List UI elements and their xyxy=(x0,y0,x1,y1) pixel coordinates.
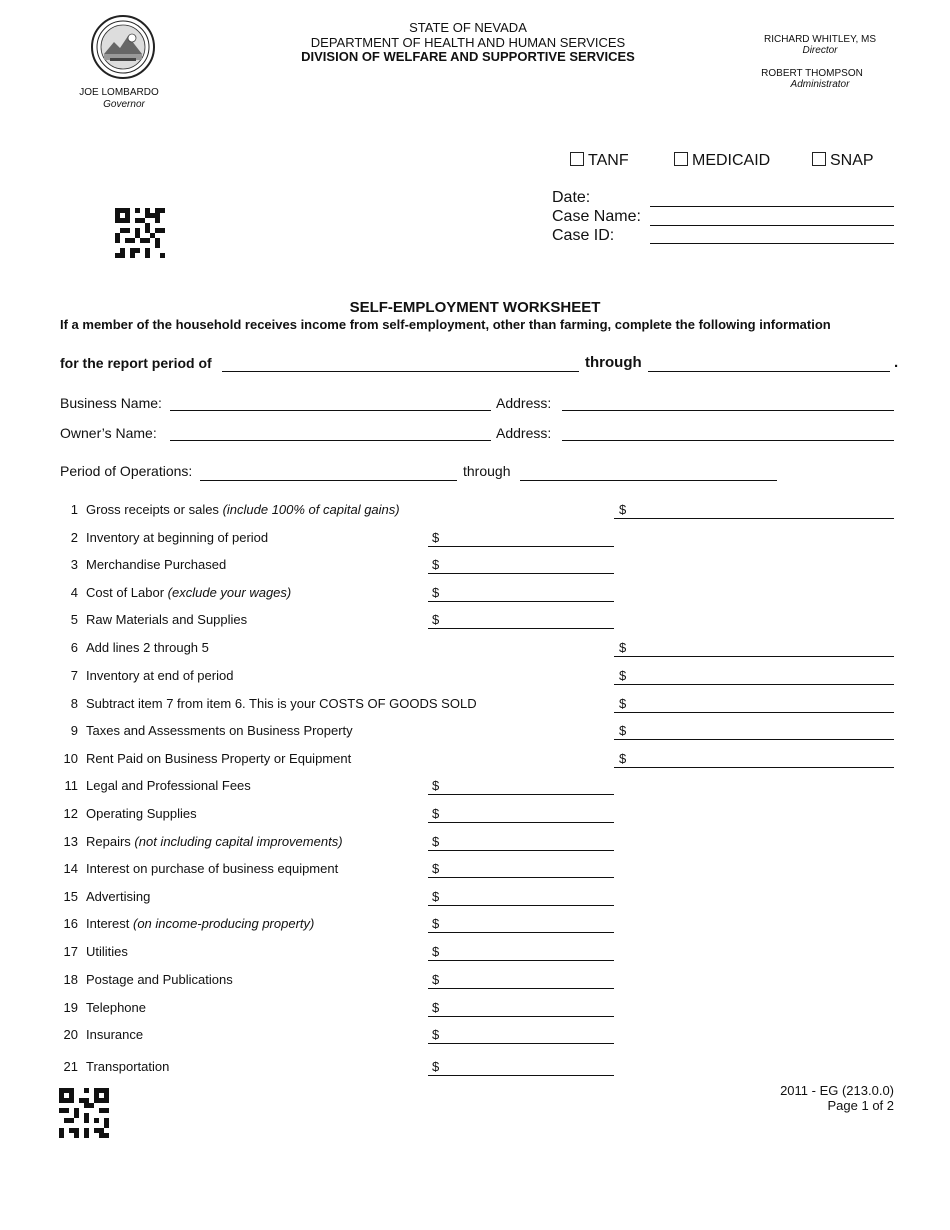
dollar-sign: $ xyxy=(432,585,440,600)
checkbox-icon xyxy=(570,152,584,166)
director-title: Director xyxy=(802,45,838,56)
line-text: Transportation xyxy=(86,1059,170,1074)
line-number: 9 xyxy=(70,723,78,738)
report-period-end-input[interactable] xyxy=(648,371,890,372)
date-input[interactable] xyxy=(650,206,894,207)
line-text: Advertising xyxy=(86,889,151,904)
dollar-sign: $ xyxy=(432,1059,440,1074)
line-number: 3 xyxy=(70,557,78,572)
line-number: 1 xyxy=(70,502,78,517)
amount-input[interactable] xyxy=(428,822,614,823)
line-number: 12 xyxy=(63,806,78,821)
amount-input[interactable] xyxy=(428,1075,614,1076)
amount-input[interactable] xyxy=(428,960,614,961)
line-text: Inventory at beginning of period xyxy=(86,530,269,545)
owner-name-input[interactable] xyxy=(170,440,491,441)
line-item-row xyxy=(60,834,343,854)
dollar-sign: $ xyxy=(432,834,440,849)
qr-code-icon xyxy=(115,208,165,258)
line-item-row xyxy=(60,1000,146,1020)
owner-address-input[interactable] xyxy=(562,440,894,441)
dollar-sign: $ xyxy=(619,723,627,738)
dollar-sign: $ xyxy=(432,1000,440,1015)
period-of-operations-end-input[interactable] xyxy=(520,480,777,481)
business-name-label: Business Name: xyxy=(60,395,162,411)
amount-input[interactable] xyxy=(614,739,894,740)
line-text: Repairs xyxy=(86,834,131,849)
dollar-sign: $ xyxy=(432,889,440,904)
line-text: Raw Materials and Supplies xyxy=(86,612,248,627)
dollar-sign: $ xyxy=(432,1027,440,1042)
amount-input[interactable] xyxy=(614,656,894,657)
amount-input[interactable] xyxy=(428,932,614,933)
line-item-row xyxy=(60,502,400,522)
line-item-row xyxy=(60,530,268,550)
line-item-row xyxy=(60,889,150,909)
line-item-row xyxy=(60,557,226,577)
tanf-checkbox[interactable] xyxy=(570,152,629,170)
amount-input[interactable] xyxy=(614,767,894,768)
case-name-label: Case Name: xyxy=(552,208,641,225)
owner-name-label: Owner’s Name: xyxy=(60,425,157,441)
dollar-sign: $ xyxy=(432,861,440,876)
line-text: Insurance xyxy=(86,1027,144,1042)
line-number: 16 xyxy=(63,916,78,931)
form-number: 2011 - EG (213.0.0) xyxy=(780,1083,894,1098)
line-number: 6 xyxy=(70,640,78,655)
line-number: 10 xyxy=(63,751,78,766)
checkbox-icon xyxy=(812,152,826,166)
line-item-row xyxy=(60,944,128,964)
line-number: 15 xyxy=(63,889,78,904)
line-item-row xyxy=(60,916,314,936)
line-text: Legal and Professional Fees xyxy=(86,778,251,793)
snap-checkbox[interactable] xyxy=(812,152,874,170)
qr-code-top xyxy=(115,208,165,258)
amount-input[interactable] xyxy=(614,712,894,713)
amount-input[interactable] xyxy=(428,628,614,629)
report-period-start-input[interactable] xyxy=(222,371,579,372)
amount-input[interactable] xyxy=(428,877,614,878)
line-number: 17 xyxy=(63,944,78,959)
line-item-row xyxy=(60,1027,143,1047)
dollar-sign: $ xyxy=(432,806,440,821)
line-number: 4 xyxy=(70,585,78,600)
line-text: Telephone xyxy=(86,1000,146,1015)
dollar-sign: $ xyxy=(619,640,627,655)
administrator-name: ROBERT THOMPSON xyxy=(761,68,863,79)
governor-title: Governor xyxy=(103,99,145,110)
line-item-row xyxy=(60,778,251,798)
header-department: DEPARTMENT OF HEALTH AND HUMAN SERVICES xyxy=(310,35,626,50)
seal-icon xyxy=(90,14,156,80)
worksheet-title: SELF-EMPLOYMENT WORKSHEET xyxy=(349,299,601,316)
line-text: Taxes and Assessments on Business Property xyxy=(86,723,353,738)
qr-code-icon xyxy=(59,1088,109,1138)
snap-label: SNAP xyxy=(830,152,874,169)
line-number: 11 xyxy=(64,778,78,793)
medicaid-label: MEDICAID xyxy=(692,152,771,169)
worksheet-instructions: If a member of the household receives income from self-employment, other than farming, complete the following information xyxy=(60,317,831,332)
dollar-sign: $ xyxy=(432,916,440,931)
line-text: Operating Supplies xyxy=(86,806,197,821)
report-period-label: for the report period of xyxy=(60,355,212,371)
qr-code-bottom xyxy=(59,1088,109,1138)
amount-input[interactable] xyxy=(428,1016,614,1017)
line-number: 13 xyxy=(63,834,78,849)
line-number: 18 xyxy=(63,972,78,987)
period-of-operations-start-input[interactable] xyxy=(200,480,457,481)
header-division: DIVISION OF WELFARE AND SUPPORTIVE SERVICES xyxy=(301,49,635,64)
date-label: Date: xyxy=(552,189,591,206)
amount-input[interactable] xyxy=(428,573,614,574)
line-item-row xyxy=(60,585,291,605)
owner-address-label: Address: xyxy=(496,425,552,441)
administrator-title: Administrator xyxy=(790,79,850,90)
amount-input[interactable] xyxy=(428,601,614,602)
page-number: Page 1 of 2 xyxy=(827,1098,894,1113)
line-text: Cost of Labor xyxy=(86,585,165,600)
amount-input[interactable] xyxy=(614,518,894,519)
dollar-sign: $ xyxy=(432,612,440,627)
state-seal xyxy=(90,14,156,80)
dollar-sign: $ xyxy=(432,530,440,545)
line-item-row xyxy=(60,723,353,743)
checkbox-icon xyxy=(674,152,688,166)
dollar-sign: $ xyxy=(432,944,440,959)
line-text: Rent Paid on Business Property or Equipment xyxy=(86,751,352,766)
director-name: RICHARD WHITLEY, MS xyxy=(763,34,877,45)
tanf-label: TANF xyxy=(588,152,629,169)
line-number: 2 xyxy=(70,530,78,545)
header-state: STATE OF NEVADA xyxy=(409,20,527,35)
dollar-sign: $ xyxy=(619,751,627,766)
amount-input[interactable] xyxy=(428,794,614,795)
dollar-sign: $ xyxy=(432,972,440,987)
line-item-row xyxy=(60,640,209,660)
line-text: Interest xyxy=(86,916,130,931)
case-name-input[interactable] xyxy=(650,225,894,226)
line-number: 14 xyxy=(63,861,78,876)
report-period-period: . xyxy=(894,354,899,371)
line-item-row xyxy=(60,668,233,688)
dollar-sign: $ xyxy=(432,557,440,572)
line-number: 7 xyxy=(70,668,78,683)
line-note: (include 100% of capital gains) xyxy=(222,502,400,517)
line-number: 19 xyxy=(63,1000,78,1015)
line-text: Merchandise Purchased xyxy=(86,557,227,572)
line-text: Add lines 2 through 5 xyxy=(86,640,209,655)
line-number: 5 xyxy=(70,612,78,627)
amount-input[interactable] xyxy=(614,684,894,685)
line-text: Utilities xyxy=(86,944,128,959)
line-item-row xyxy=(60,806,197,826)
medicaid-checkbox[interactable] xyxy=(674,152,770,170)
case-id-label: Case ID: xyxy=(552,227,615,244)
line-item-row xyxy=(60,972,233,992)
amount-input[interactable] xyxy=(428,988,614,989)
line-item-row xyxy=(60,751,351,771)
line-item-row xyxy=(60,1059,169,1079)
line-note: (exclude your wages) xyxy=(167,585,292,600)
period-of-operations-through-label: through xyxy=(463,463,511,479)
dollar-sign: $ xyxy=(432,778,440,793)
line-note: (not including capital improvements) xyxy=(134,834,343,849)
amount-input[interactable] xyxy=(428,905,614,906)
line-item-row xyxy=(60,861,338,881)
dollar-sign: $ xyxy=(619,696,627,711)
dollar-sign: $ xyxy=(619,668,627,683)
dollar-sign: $ xyxy=(619,502,627,517)
period-of-operations-label: Period of Operations: xyxy=(60,463,193,479)
line-text: Postage and Publications xyxy=(86,972,233,987)
governor-name: JOE LOMBARDO xyxy=(79,87,159,98)
business-address-input[interactable] xyxy=(562,410,894,411)
line-number: 21 xyxy=(63,1059,78,1074)
business-name-input[interactable] xyxy=(170,410,491,411)
line-text: Interest on purchase of business equipment xyxy=(86,861,339,876)
line-text: Inventory at end of period xyxy=(86,668,234,683)
amount-input[interactable] xyxy=(428,546,614,547)
line-number: 8 xyxy=(70,696,78,711)
line-text: Gross receipts or sales xyxy=(86,502,219,517)
line-note: (on income-producing property) xyxy=(132,916,315,931)
case-id-input[interactable] xyxy=(650,243,894,244)
line-number: 20 xyxy=(63,1027,78,1042)
amount-input[interactable] xyxy=(428,850,614,851)
line-item-row xyxy=(60,612,247,632)
report-period-through-label: through xyxy=(585,354,642,371)
line-text: Subtract item 7 from item 6. This is your COSTS OF GOODS SOLD xyxy=(86,696,477,711)
amount-input[interactable] xyxy=(428,1043,614,1044)
business-address-label: Address: xyxy=(496,395,552,411)
line-item-row xyxy=(60,696,477,716)
